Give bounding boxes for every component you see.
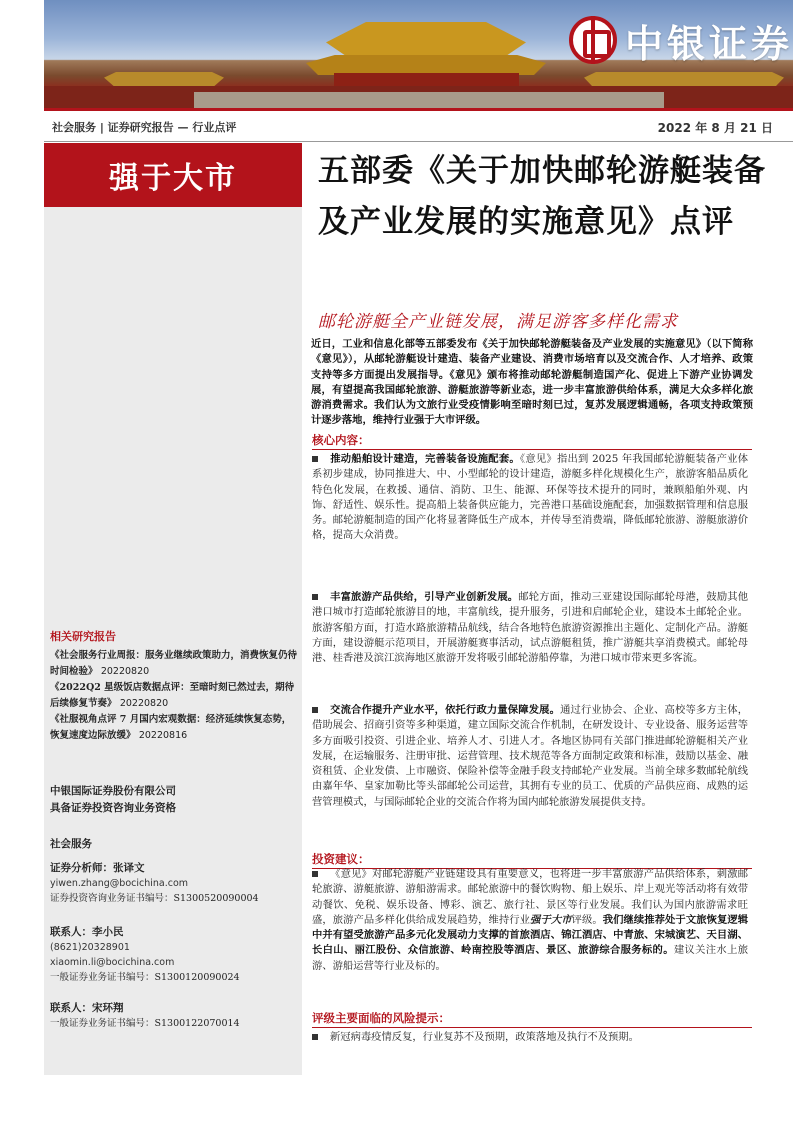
report-intro: 近日，工业和信息化部等五部委发布《关于加快邮轮游艇装备及产业发展的实施意见》（以下简称《意见》），从邮轮游艇设计建造、装备产业建设、消费市场培育以及交流合作、人才培养、政策支持等多方面提出发展指导。《意见》颁布将推动邮轮游艇制造国产化、促进上下游产业协调发展，有望提高我国邮轮旅游、游艇旅游等新业态，进一步丰富旅游供给体系，满足大众多样化旅游消费需求。我们认为文旅行业受疫情影响至暗时刻已过，复苏发展逻辑通畅，各项支持政策预计逐步落地，维持行业强于大市评级。 [311, 338, 753, 427]
related-reports-heading: 相关研究报告 [50, 630, 116, 643]
contact-block [50, 1001, 300, 1031]
brand-logo [569, 12, 793, 68]
contact-cert: 一般证券业务证书编号：S1300120090024 [50, 972, 240, 983]
bullet-square-icon [312, 707, 318, 713]
sidebar [44, 143, 302, 1075]
contact-block [50, 925, 300, 985]
risk-bullet: 新冠病毒疫情反复，行业复苏不及预期，政策落地及执行不及预期。 [312, 1030, 748, 1045]
investment-advice-heading: 投资建议： [312, 852, 370, 866]
investment-bullet: 《意见》对邮轮游艇产业链建设具有重要意义，也将进一步丰富旅游产品供给体系，刺激邮轮旅游、游艇旅游、游船游需求。邮轮旅游中的餐饮购物、船上娱乐、岸上观光等活动将有效带动餐饮、免税、娱乐设备、博彩、演艺、旅行社、景区等行业发展。我们认为国内旅游需求旺盛，旅游产品多样化供给成发展趋势，维持行业强于大市评级。我们继续推荐处于文旅恢复逻辑中并有望受旅游产品多元化发展动力支撑的首旅酒店、锦江酒店、中青旅、宋城演艺、天目湖、长白山、丽江股份、众信旅游、岭南控股等酒店、景区、旅游综合服务标的。建议关注水上旅游、游船运营等行业及标的。 [312, 868, 749, 972]
palace-roof-image [326, 22, 526, 56]
contact-phone: (8621)20328901 [50, 942, 130, 953]
report-title: 五部委《关于加快邮轮游艇装备及产业发展的实施意见》点评 [318, 153, 766, 240]
header-banner [44, 0, 793, 108]
contact-name: 联系人：宋环翔 [50, 1002, 124, 1014]
bank-of-china-logo-icon [569, 16, 617, 64]
sector-label: 社会服务 [50, 838, 92, 850]
risk-heading: 评级主要面临的风险提示： [312, 1011, 450, 1025]
contact-email[interactable]: xiaomin.li@bocichina.com [50, 957, 175, 968]
firm-info [50, 783, 176, 817]
firm-qualification: 具备证券投资咨询业务资格 [50, 802, 176, 814]
section-divider [312, 1027, 752, 1028]
palace-plaza-image [194, 92, 664, 108]
related-report-item[interactable]: 《社服视角点评 7 月国内宏观数据：经济延续恢复态势，恢复速度边际放缓》 20220816 [50, 714, 292, 741]
related-reports [50, 628, 298, 744]
breadcrumb: 社会服务 | 证券研究报告 — 行业点评 [52, 121, 237, 134]
analyst-email[interactable]: yiwen.zhang@bocichina.com [50, 878, 189, 889]
contact-cert: 一般证券业务证书编号：S1300122070014 [50, 1018, 240, 1029]
core-bullet: 推动船舶设计建造，完善装备设施配套。《意见》指出到 2025 年我国邮轮游艇装备产业体系初步建成，协同推进大、中、小型邮轮的设计建造，游艇多样化规模化生产，旅游客船品质化特色化发展，在救援、通信、消防、卫生、能源、环保等技术提升的同时，兼顾船舶外观、内饰、舒适性、娱乐性。提高船上装备供应能力，完善港口基础设施配套，加强数据管理和信息服务。邮轮游艇制造的国产化将显著降低生产成本，并传导至消费端，降低邮轮旅游、游艇旅游价格，提高大众消费。 [312, 453, 749, 542]
core-bullet: 交流合作提升产业水平，依托行政力量保障发展。通过行业协会、企业、高校等多方主体，借助展会、招商引资等多种渠道，建立国际交流合作机制，在研发设计、专业设备、服务运营等多方面吸引投资、引进企业、培养人才、引进人才。各地区协同有关部门推进邮轮游艇相关产业发展，在运输服务、注册审批、运营管理、技术规范等各方面制定政策和标准，鼓励以基金、融资租赁、企业发债、上市融资、保险补偿等金融手段支持邮轮产业发展。当前全球多数邮轮航线由嘉年华、皇家加勒比等头部邮轮公司运营，其拥有专业的员工、优质的产品供应商、成熟的运营管理模式，与国际邮轮企业的交流合作将为国内邮轮旅游发展提供支持。 [312, 704, 749, 808]
firm-name: 中银国际证券股份有限公司 [50, 785, 176, 797]
contact-name: 联系人：李小民 [50, 926, 124, 938]
rating-badge: 强于大市 [44, 143, 302, 207]
core-content-heading: 核心内容： [312, 433, 370, 447]
side-roof-right-image [584, 72, 784, 86]
analyst-cert: 证券投资咨询业务证书编号：S1300520090004 [50, 893, 259, 904]
analyst-name: 证券分析师：张译文 [50, 862, 145, 874]
report-subtitle: 邮轮游艇全产业链发展，满足游客多样化需求 [318, 312, 678, 332]
report-date: 2022 年 8 月 21 日 [657, 121, 773, 135]
side-roof-left-image [104, 72, 224, 86]
section-divider [312, 449, 752, 450]
bullet-square-icon [312, 1034, 318, 1040]
core-bullet: 丰富旅游产品供给，引导产业创新发展。邮轮方面，推动三亚建设国际邮轮母港，鼓励其他港口城市打造邮轮旅游目的地，丰富航线，提升服务，引进和启邮轮企业，建设本土邮轮企业。旅游客船方面，打造水路旅游精品航线，结合各地特色旅游资源推出主题化、定制化产品。游艇方面，建设游艇示范项目，开展游艇赛事活动，试点游艇租赁，推广游艇共享消费模式。邮轮母港、桂香港及滨江滨海地区旅游开发将吸引邮轮游船停靠，为港口城市带来更多客流。 [312, 591, 749, 665]
palace-roof-lower-image [306, 55, 546, 75]
bullet-square-icon [312, 871, 318, 877]
analyst-block [50, 861, 300, 906]
bullet-square-icon [312, 594, 318, 600]
related-report-item[interactable]: 《社会服务行业周报：服务业继续政策助力，消费恢复仍待时间检验》 20220820 [50, 650, 298, 677]
related-report-item[interactable]: 《2022Q2 星级饭店数据点评：至暗时刻已然过去，期待后续修复节奏》 20220820 [50, 682, 295, 709]
brand-name: 中银证券 [625, 21, 793, 66]
report-meta-row [44, 108, 793, 142]
bullet-square-icon [312, 456, 318, 462]
